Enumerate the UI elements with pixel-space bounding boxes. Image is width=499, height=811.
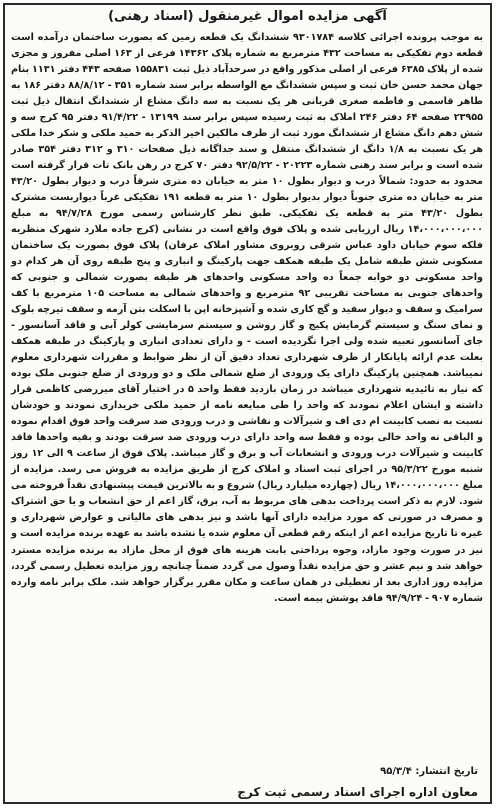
notice-title: آگهی مزایده اموال غیرمنقول (اسناد رهنی) (108, 9, 387, 24)
publication-date: تاریخ انتشار: ۹۵/۳/۴ (380, 766, 478, 777)
signature: معاون اداره اجرای اسناد رسمی ثبت کرج (237, 785, 478, 799)
notice-frame (3, 3, 492, 804)
notice-body: به موجب پرونده اجرائی کلاسه ۹۳۰۱۷۸۴ ششدانگ یک قطعه زمین که بصورت ساختمان درآمده است قطعه دوم تفکیکی به مساحت ۴۳۲ مترمربع به شماره پلاک ۱۴۳۶۲ فرعی از ۱۶۳ اصلی مفروز و مجزی شده از پلاک ۶۳۸۵ فرعی از اصلی مذکور واقع در سرحدآباد ذیل ثبت ۱۵۵۸۳۱ صفحه ۴۴۳ دفتر ۱۱۳۱ بنام جهان محمد حسن خان ثبت و سپس ششدانگ مع الواسطه برابر سند شماره ۳۵۱ - ۸۸/۸/۱۲ دفتر ۱۸۶ به طاهر قاسمی و فاطمه صغری قربانی هر یک نسبت به سه دانگ مشاع از ششدانگ انتقال ذیل ثبت ۲۳۹۵۵ صفحه ۶۴ دفتر ۲۴۶ املاک به ثبت رسیده سپس برابر سند ۱۳۱۹۹ - ۹۱/۴/۲۲ دفتر ۹۵ کرج سه و شش دهم دانگ مشاع از ششدانگ مورد ثبت از طرف مالکین اخیر الذکر به حمید ملکی و شکر خدا ملکی هر یک نسبت به ۱/۸ دانگ از ششدانگ منتقل و سند جداگانه ذیل صفحات ۳۱۰ و ۳۱۲ دفتر ۳۵۴ صادر شده است و برابر سند رهنی شماره ۲۰۲۲۳ - ۹۲/۵/۲۲ دفتر ۷۰ کرج در رهن بانک تات قرار گرفته است محدود به حدود: شمالاً درب و دیوار بطول ۱۰ متر به خیابان ده متری شرقاً درب و دیوار بطول ۴۳/۲۰ متر به خیابان ده متری جنوباً دیوار بدیوار بطول ۱۰ متر به قطعه ۱۹۱ تفکیکی غرباً دیواربست مشترک بطول ۴۳/۲۰ متر به قطعه یک تفکیکی. طبق نظر کارشناس رسمی مورخ ۹۴/۷/۲۸ به مبلغ ۱۴،۰۰۰،۰۰۰،۰۰۰ ریال ارزیابی شده و پلاک فوق واقع است در نشانی (کرج جاده ملارد شهرک منظریه فلکه سوم خیابان داود عباس شرقی روبروی مشاور املاک عرفان) پلاک فوق بصورت یک ساختمان مسکونی شش طبقه شامل یک طبقه همکف جهت پارکینگ و انباری و پنج طبقه روی آن هر کدام دو واحد مسکونی دو خوابه جمعاً ده واحد مسکونی واحدهای هر طبقه بصورت شمالی و جنوبی که واحدهای جنوبی به مساحت تقریبی ۹۲ مترمربع و واحدهای شمالی به مساحت ۱۰۵ مترمربع با کف سرامیک و سقف و دیوار سفید و گچ کاری شده و آشپزخانه اپن با اسکلت بتن آرمه و سقف تیرچه بلوک و نمای سنگ و سیستم گرمایش پکیج و گاز روشن و سیستم سرمایشی کولر آبی و فاقد آسانسور - جای آسانسور تعبیه شده ولی اجرا نگردیده است - و دارای تعدادی انباری و پارکینگ در طبقه همکف بعلت عدم ارائه پایانکار از طرف شهرداری تعداد دقیق آن از نظر ضوابط و مقررات شهرداری معلوم نمیباشد. همچنین پارکینگ دارای یک ورودی از ضلع شمالی ملک و دو ورودی از ضلع جنوبی ملک بوده که نیاز به تائیدیه شهرداری میباشد در زمان بازدید فقط واحد ۵ در اختیار آقای میررضی کاظمی قرار داشته و ایشان اعلام نمودند که واحد را طی مبایعه نامه از حمید ملکی خریداری نمودند و خودشان نسبت به نصب کابینت ام دی اف و شیرآلات و نقاشی و درب ورودی ضد سرقت واحد فوق اقدام نموده و الباقی نه واحد خالی بوده و فقط سه واحد دارای درب ورودی ضد سرقت بودند و بقیه واحدها فاقد کابینت و شیرآلات درب ورودی و انشعابات آب و برق و گاز میباشد. پلاک فوق از ساعت ۹ الی ۱۲ روز شنبه مورخ ۹۵/۳/۲۲ در اجرای ثبت اسناد و املاک کرج از طریق مزایده به فروش می رسد. مزایده از مبلغ ۱۴،۰۰۰،۰۰۰،۰۰۰ ریال (چهارده میلیارد ریال) شروع و به بالاترین قیمت پیشنهادی نقداً فروخته می شود. لازم به ذکر است پرداخت بدهی های مربوط به آب، برق، گاز اعم از حق انشعاب و یا حق اشتراک و مصرف در صورتی که مورد مزایده دارای آنها باشد و نیز بدهی های مالیاتی و عوارض شهرداری و غیره تا تاریخ مزایده اعم از اینکه رقم قطعی آن معلوم شده یا نشده باشد به عهده برنده مزایده است و نیز در صورت وجود مازاد، وجوه پرداختی بابت هزینه های فوق از محل مازاد به برنده مزایده مسترد خواهد شد و نیم عشر و حق مزایده نقداً وصول می گردد ضمناً چنانچه روز مزایده تعطیل رسمی گردد، مزایده روز اداری بعد از تعطیلی در همان ساعت و مکان مقرر برگزار خواهد شد. ملک برابر نامه وارده شماره ۹۰۷ - ۹۴/۹/۲۴ فاقد پوشش بیمه است. (11, 32, 484, 604)
